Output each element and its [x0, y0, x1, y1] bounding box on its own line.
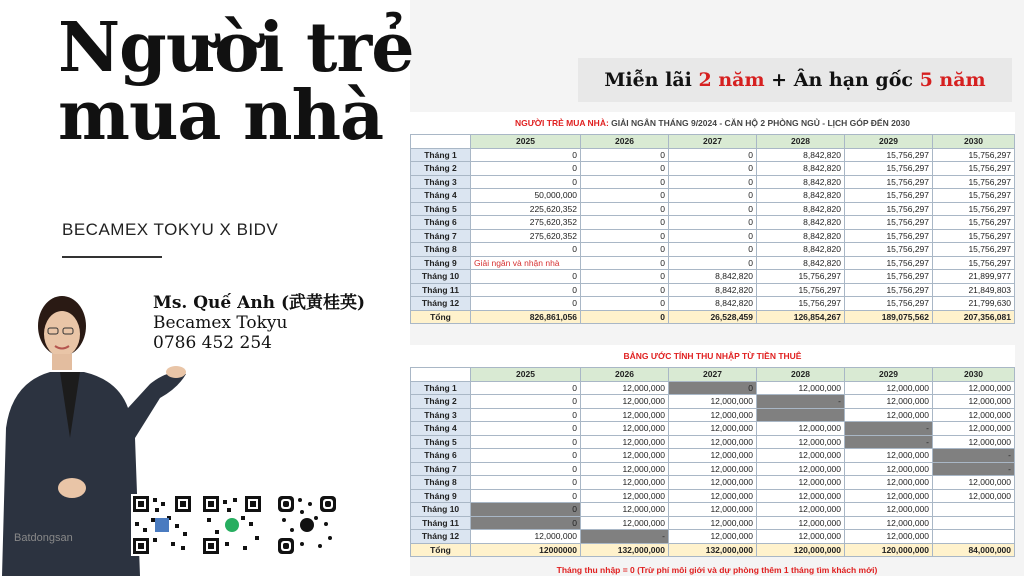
month-label: Tháng 4	[411, 422, 471, 436]
rental-income-table	[410, 367, 1015, 557]
value-cell	[933, 530, 1015, 544]
value-cell: 0	[471, 381, 581, 395]
rental-income-title	[410, 345, 1015, 367]
value-cell: 12,000,000	[933, 476, 1015, 490]
value-cell: 8,842,820	[757, 243, 845, 257]
value-cell: 12,000,000	[581, 462, 669, 476]
value-cell: 0	[669, 229, 757, 243]
month-label: Tháng 7	[411, 462, 471, 476]
month-label: Tháng 6	[411, 449, 471, 463]
value-cell: 0	[471, 283, 581, 297]
table-row	[411, 462, 1015, 476]
value-cell: 15,756,297	[933, 216, 1015, 230]
value-cell: 275,620,352	[471, 229, 581, 243]
month-label: Tháng 2	[411, 162, 471, 176]
value-cell: 12,000,000	[757, 435, 845, 449]
value-cell: 0	[471, 175, 581, 189]
value-cell: 12,000,000	[845, 395, 933, 409]
table-row	[411, 503, 1015, 517]
value-cell: 12,000,000	[845, 476, 933, 490]
value-cell: 15,756,297	[933, 202, 1015, 216]
value-cell: 0	[471, 395, 581, 409]
month-label: Tháng 12	[411, 297, 471, 311]
value-cell: 12,000,000	[471, 530, 581, 544]
value-cell: 0	[581, 229, 669, 243]
value-cell: 12,000,000	[757, 516, 845, 530]
value-cell: 15,756,297	[845, 175, 933, 189]
month-label: Tháng 9	[411, 256, 471, 270]
value-cell: 0	[669, 148, 757, 162]
table-row	[411, 243, 1015, 257]
value-cell: 0	[471, 435, 581, 449]
value-cell: 12,000,000	[669, 530, 757, 544]
value-cell: 0	[581, 189, 669, 203]
value-cell: 12,000,000	[757, 449, 845, 463]
value-cell: 0	[471, 270, 581, 284]
payment-schedule-title	[410, 112, 1015, 134]
value-cell: 8,842,820	[669, 270, 757, 284]
value-cell	[933, 503, 1015, 517]
table-row	[411, 297, 1015, 311]
value-cell: 8,842,820	[757, 148, 845, 162]
value-cell: 0	[581, 243, 669, 257]
value-cell: 15,756,297	[845, 283, 933, 297]
value-cell: 15,756,297	[845, 189, 933, 203]
hero-title-line1: Người trẻ	[58, 8, 414, 88]
value-cell: 12,000,000	[845, 530, 933, 544]
year-header: 2030	[933, 368, 1015, 382]
total-cell: 120,000,000	[845, 543, 933, 557]
value-cell: 15,756,297	[845, 256, 933, 270]
rental-footnote: Tháng thu nhập = 0 (Trừ phí môi giới và dự phòng thêm 1 tháng tìm khách mới)	[556, 565, 878, 575]
value-cell: 12,000,000	[757, 530, 845, 544]
value-cell: 12,000,000	[845, 462, 933, 476]
header-corner	[411, 135, 471, 149]
table-row	[411, 489, 1015, 503]
value-cell: 0	[471, 462, 581, 476]
value-cell: 12,000,000	[669, 435, 757, 449]
value-cell: 15,756,297	[845, 297, 933, 311]
year-header: 2029	[845, 368, 933, 382]
month-label: Tháng 2	[411, 395, 471, 409]
header-corner	[411, 368, 471, 382]
value-cell: 0	[669, 243, 757, 257]
value-cell: 0	[471, 476, 581, 490]
value-cell: 12,000,000	[845, 503, 933, 517]
value-cell: 15,756,297	[933, 189, 1015, 203]
month-label: Tháng 12	[411, 530, 471, 544]
value-cell: 12,000,000	[669, 395, 757, 409]
value-cell: 12,000,000	[933, 408, 1015, 422]
contact-card	[153, 293, 365, 353]
value-cell: 12,000,000	[581, 503, 669, 517]
total-cell: 132,000,000	[581, 543, 669, 557]
month-label: Tháng 11	[411, 283, 471, 297]
total-cell: 132,000,000	[669, 543, 757, 557]
month-label: Tháng 11	[411, 516, 471, 530]
value-cell: 0	[471, 449, 581, 463]
year-header: 2028	[757, 135, 845, 149]
value-cell: 21,849,803	[933, 283, 1015, 297]
total-row	[411, 310, 1015, 324]
month-label: Tháng 4	[411, 189, 471, 203]
table-row	[411, 270, 1015, 284]
table-row	[411, 395, 1015, 409]
table-row	[411, 449, 1015, 463]
month-label: Tháng 7	[411, 229, 471, 243]
value-cell: 8,842,820	[757, 229, 845, 243]
value-cell: 12,000,000	[757, 422, 845, 436]
table-row	[411, 148, 1015, 162]
promo-years-principal-grace: 5 năm	[919, 69, 986, 91]
value-cell: 12,000,000	[669, 408, 757, 422]
value-cell: 0	[581, 175, 669, 189]
value-cell: -	[933, 462, 1015, 476]
value-cell: 0	[471, 503, 581, 517]
value-cell	[933, 516, 1015, 530]
value-cell: 12,000,000	[845, 516, 933, 530]
payment-schedule-sheet	[410, 112, 1015, 324]
value-cell: 12,000,000	[581, 516, 669, 530]
value-cell: 0	[471, 162, 581, 176]
value-cell: 225,620,352	[471, 202, 581, 216]
value-cell: 0	[669, 162, 757, 176]
value-cell: 0	[471, 489, 581, 503]
table-row	[411, 189, 1015, 203]
table-row	[411, 516, 1015, 530]
value-cell: 0	[581, 148, 669, 162]
total-cell: 84,000,000	[933, 543, 1015, 557]
table-row	[411, 202, 1015, 216]
value-cell: 0	[581, 270, 669, 284]
month-label: Tháng 8	[411, 476, 471, 490]
table-row	[411, 530, 1015, 544]
value-cell: 0	[581, 297, 669, 311]
contact-name: Ms. Quế Anh (武黄桂英)	[153, 293, 366, 313]
value-cell: 0	[581, 202, 669, 216]
value-cell: 0	[669, 189, 757, 203]
value-cell: 15,756,297	[933, 256, 1015, 270]
promo-banner	[578, 58, 1012, 102]
value-cell: 12,000,000	[933, 422, 1015, 436]
table-row	[411, 435, 1015, 449]
value-cell: 0	[581, 256, 669, 270]
value-cell: 0	[669, 216, 757, 230]
value-cell: 15,756,297	[933, 229, 1015, 243]
hero-title-line2: mua nhà	[58, 76, 384, 156]
value-cell: 0	[669, 381, 757, 395]
contact-company: Becamex Tokyu	[153, 313, 288, 333]
value-cell: 0	[581, 162, 669, 176]
value-cell: 12,000,000	[669, 503, 757, 517]
value-cell: 12,000,000	[933, 381, 1015, 395]
value-cell: 12,000,000	[669, 462, 757, 476]
year-header: 2025	[471, 135, 581, 149]
value-cell: 15,756,297	[845, 162, 933, 176]
total-label: Tổng	[411, 543, 471, 557]
divider	[62, 256, 162, 258]
table-row	[411, 283, 1015, 297]
month-label: Tháng 10	[411, 270, 471, 284]
rental-income-sheet	[410, 345, 1015, 557]
payment-schedule-title-rest: GIẢI NGÂN THÁNG 9/2024 - CĂN HỘ 2 PHÒNG NGỦ - LỊCH GÓP ĐẾN 2030	[608, 118, 910, 128]
value-cell: 15,756,297	[933, 162, 1015, 176]
contact-phone: 0786 452 254	[153, 333, 272, 353]
year-header: 2030	[933, 135, 1015, 149]
table-row	[411, 162, 1015, 176]
value-cell: 15,756,297	[933, 243, 1015, 257]
value-cell: 8,842,820	[757, 256, 845, 270]
value-cell: 15,756,297	[757, 270, 845, 284]
value-cell: 0	[471, 422, 581, 436]
value-cell: 0	[471, 297, 581, 311]
value-cell: 15,756,297	[933, 175, 1015, 189]
qr-code-3	[276, 494, 338, 556]
value-cell: 12,000,000	[581, 489, 669, 503]
total-cell: 120,000,000	[757, 543, 845, 557]
value-cell: 15,756,297	[933, 148, 1015, 162]
value-cell: 8,842,820	[757, 189, 845, 203]
total-cell: 826,861,056	[471, 310, 581, 324]
qr-code-2	[201, 494, 263, 556]
year-header: 2027	[669, 368, 757, 382]
value-cell: 12,000,000	[669, 516, 757, 530]
payment-schedule-title-highlight: NGƯỜI TRẺ MUA NHÀ:	[515, 118, 609, 128]
promo-text-1: Miễn lãi	[604, 69, 699, 91]
value-cell: 12,000,000	[669, 422, 757, 436]
value-cell: 21,899,977	[933, 270, 1015, 284]
value-cell: 12,000,000	[581, 381, 669, 395]
value-cell: 8,842,820	[669, 283, 757, 297]
value-cell: 12,000,000	[757, 503, 845, 517]
value-cell: 12,000,000	[581, 395, 669, 409]
total-cell: 126,854,267	[757, 310, 845, 324]
value-cell: 15,756,297	[845, 270, 933, 284]
total-cell: 12000000	[471, 543, 581, 557]
value-cell: -	[933, 449, 1015, 463]
value-cell: 12,000,000	[757, 489, 845, 503]
value-cell: 12,000,000	[669, 489, 757, 503]
value-cell: 12,000,000	[845, 381, 933, 395]
value-cell: 12,000,000	[581, 476, 669, 490]
table-row	[411, 422, 1015, 436]
value-cell: 12,000,000	[933, 489, 1015, 503]
month-label: Tháng 5	[411, 202, 471, 216]
value-cell: 12,000,000	[669, 449, 757, 463]
total-row	[411, 543, 1015, 557]
value-cell: 0	[471, 148, 581, 162]
value-cell: 15,756,297	[845, 243, 933, 257]
table-row	[411, 216, 1015, 230]
year-header: 2026	[581, 135, 669, 149]
value-cell: 15,756,297	[845, 148, 933, 162]
month-label: Tháng 9	[411, 489, 471, 503]
month-label: Tháng 3	[411, 408, 471, 422]
value-cell: 12,000,000	[845, 489, 933, 503]
value-cell: 12,000,000	[845, 408, 933, 422]
value-cell: 0	[669, 175, 757, 189]
table-row	[411, 408, 1015, 422]
total-cell: 207,356,081	[933, 310, 1015, 324]
value-cell: 0	[669, 202, 757, 216]
value-cell: 8,842,820	[757, 175, 845, 189]
month-label: Tháng 5	[411, 435, 471, 449]
value-cell: 275,620,352	[471, 216, 581, 230]
value-cell: 12,000,000	[757, 381, 845, 395]
value-cell: 15,756,297	[757, 297, 845, 311]
promo-text-2: + Ân hạn gốc	[764, 69, 920, 91]
value-cell: 21,799,630	[933, 297, 1015, 311]
hero-title	[58, 8, 414, 156]
month-label: Tháng 10	[411, 503, 471, 517]
year-header: 2026	[581, 368, 669, 382]
month-label: Tháng 3	[411, 175, 471, 189]
value-cell: 15,756,297	[845, 216, 933, 230]
value-cell: 12,000,000	[669, 476, 757, 490]
value-cell: 15,756,297	[845, 229, 933, 243]
value-cell: 0	[581, 283, 669, 297]
value-cell: 0	[581, 216, 669, 230]
value-cell: 12,000,000	[581, 435, 669, 449]
value-cell: 8,842,820	[669, 297, 757, 311]
value-cell: 8,842,820	[757, 216, 845, 230]
month-label: Tháng 1	[411, 148, 471, 162]
value-cell: 12,000,000	[581, 408, 669, 422]
value-cell: 12,000,000	[845, 449, 933, 463]
month-label: Tháng 8	[411, 243, 471, 257]
table-row	[411, 476, 1015, 490]
total-cell: 0	[581, 310, 669, 324]
value-cell: 12,000,000	[757, 462, 845, 476]
value-cell: 12,000,000	[933, 435, 1015, 449]
value-cell: 12,000,000	[581, 449, 669, 463]
value-cell: 15,756,297	[757, 283, 845, 297]
payment-schedule-table	[410, 134, 1015, 324]
rental-income-title-text: BẢNG ƯỚC TÍNH THU NHẬP TỪ TIỀN THUÊ	[623, 351, 802, 361]
value-cell: 0	[471, 516, 581, 530]
value-cell: -	[581, 530, 669, 544]
disbursement-note: Giải ngân và nhận nhà	[471, 256, 581, 270]
month-label: Tháng 6	[411, 216, 471, 230]
table-row	[411, 256, 1015, 270]
value-cell: -	[845, 422, 933, 436]
value-cell: 12,000,000	[933, 395, 1015, 409]
value-cell: 0	[669, 256, 757, 270]
total-label: Tổng	[411, 310, 471, 324]
value-cell	[757, 408, 845, 422]
year-header: 2028	[757, 368, 845, 382]
month-label: Tháng 1	[411, 381, 471, 395]
value-cell: -	[757, 395, 845, 409]
table-row	[411, 229, 1015, 243]
value-cell: 12,000,000	[581, 422, 669, 436]
table-row	[411, 381, 1015, 395]
value-cell: 50,000,000	[471, 189, 581, 203]
watermark: Batdongsan	[14, 532, 73, 544]
total-cell: 26,528,459	[669, 310, 757, 324]
promo-years-interest-free: 2 năm	[698, 69, 765, 91]
value-cell: 0	[471, 243, 581, 257]
value-cell: 15,756,297	[845, 202, 933, 216]
table-row	[411, 175, 1015, 189]
value-cell: 8,842,820	[757, 202, 845, 216]
year-header: 2025	[471, 368, 581, 382]
year-header: 2029	[845, 135, 933, 149]
hero-subtitle: BECAMEX TOKYU X BIDV	[62, 220, 279, 239]
total-cell: 189,075,562	[845, 310, 933, 324]
value-cell: -	[845, 435, 933, 449]
value-cell: 0	[471, 408, 581, 422]
qr-code-1	[131, 494, 193, 556]
value-cell: 12,000,000	[757, 476, 845, 490]
value-cell: 8,842,820	[757, 162, 845, 176]
year-header: 2027	[669, 135, 757, 149]
